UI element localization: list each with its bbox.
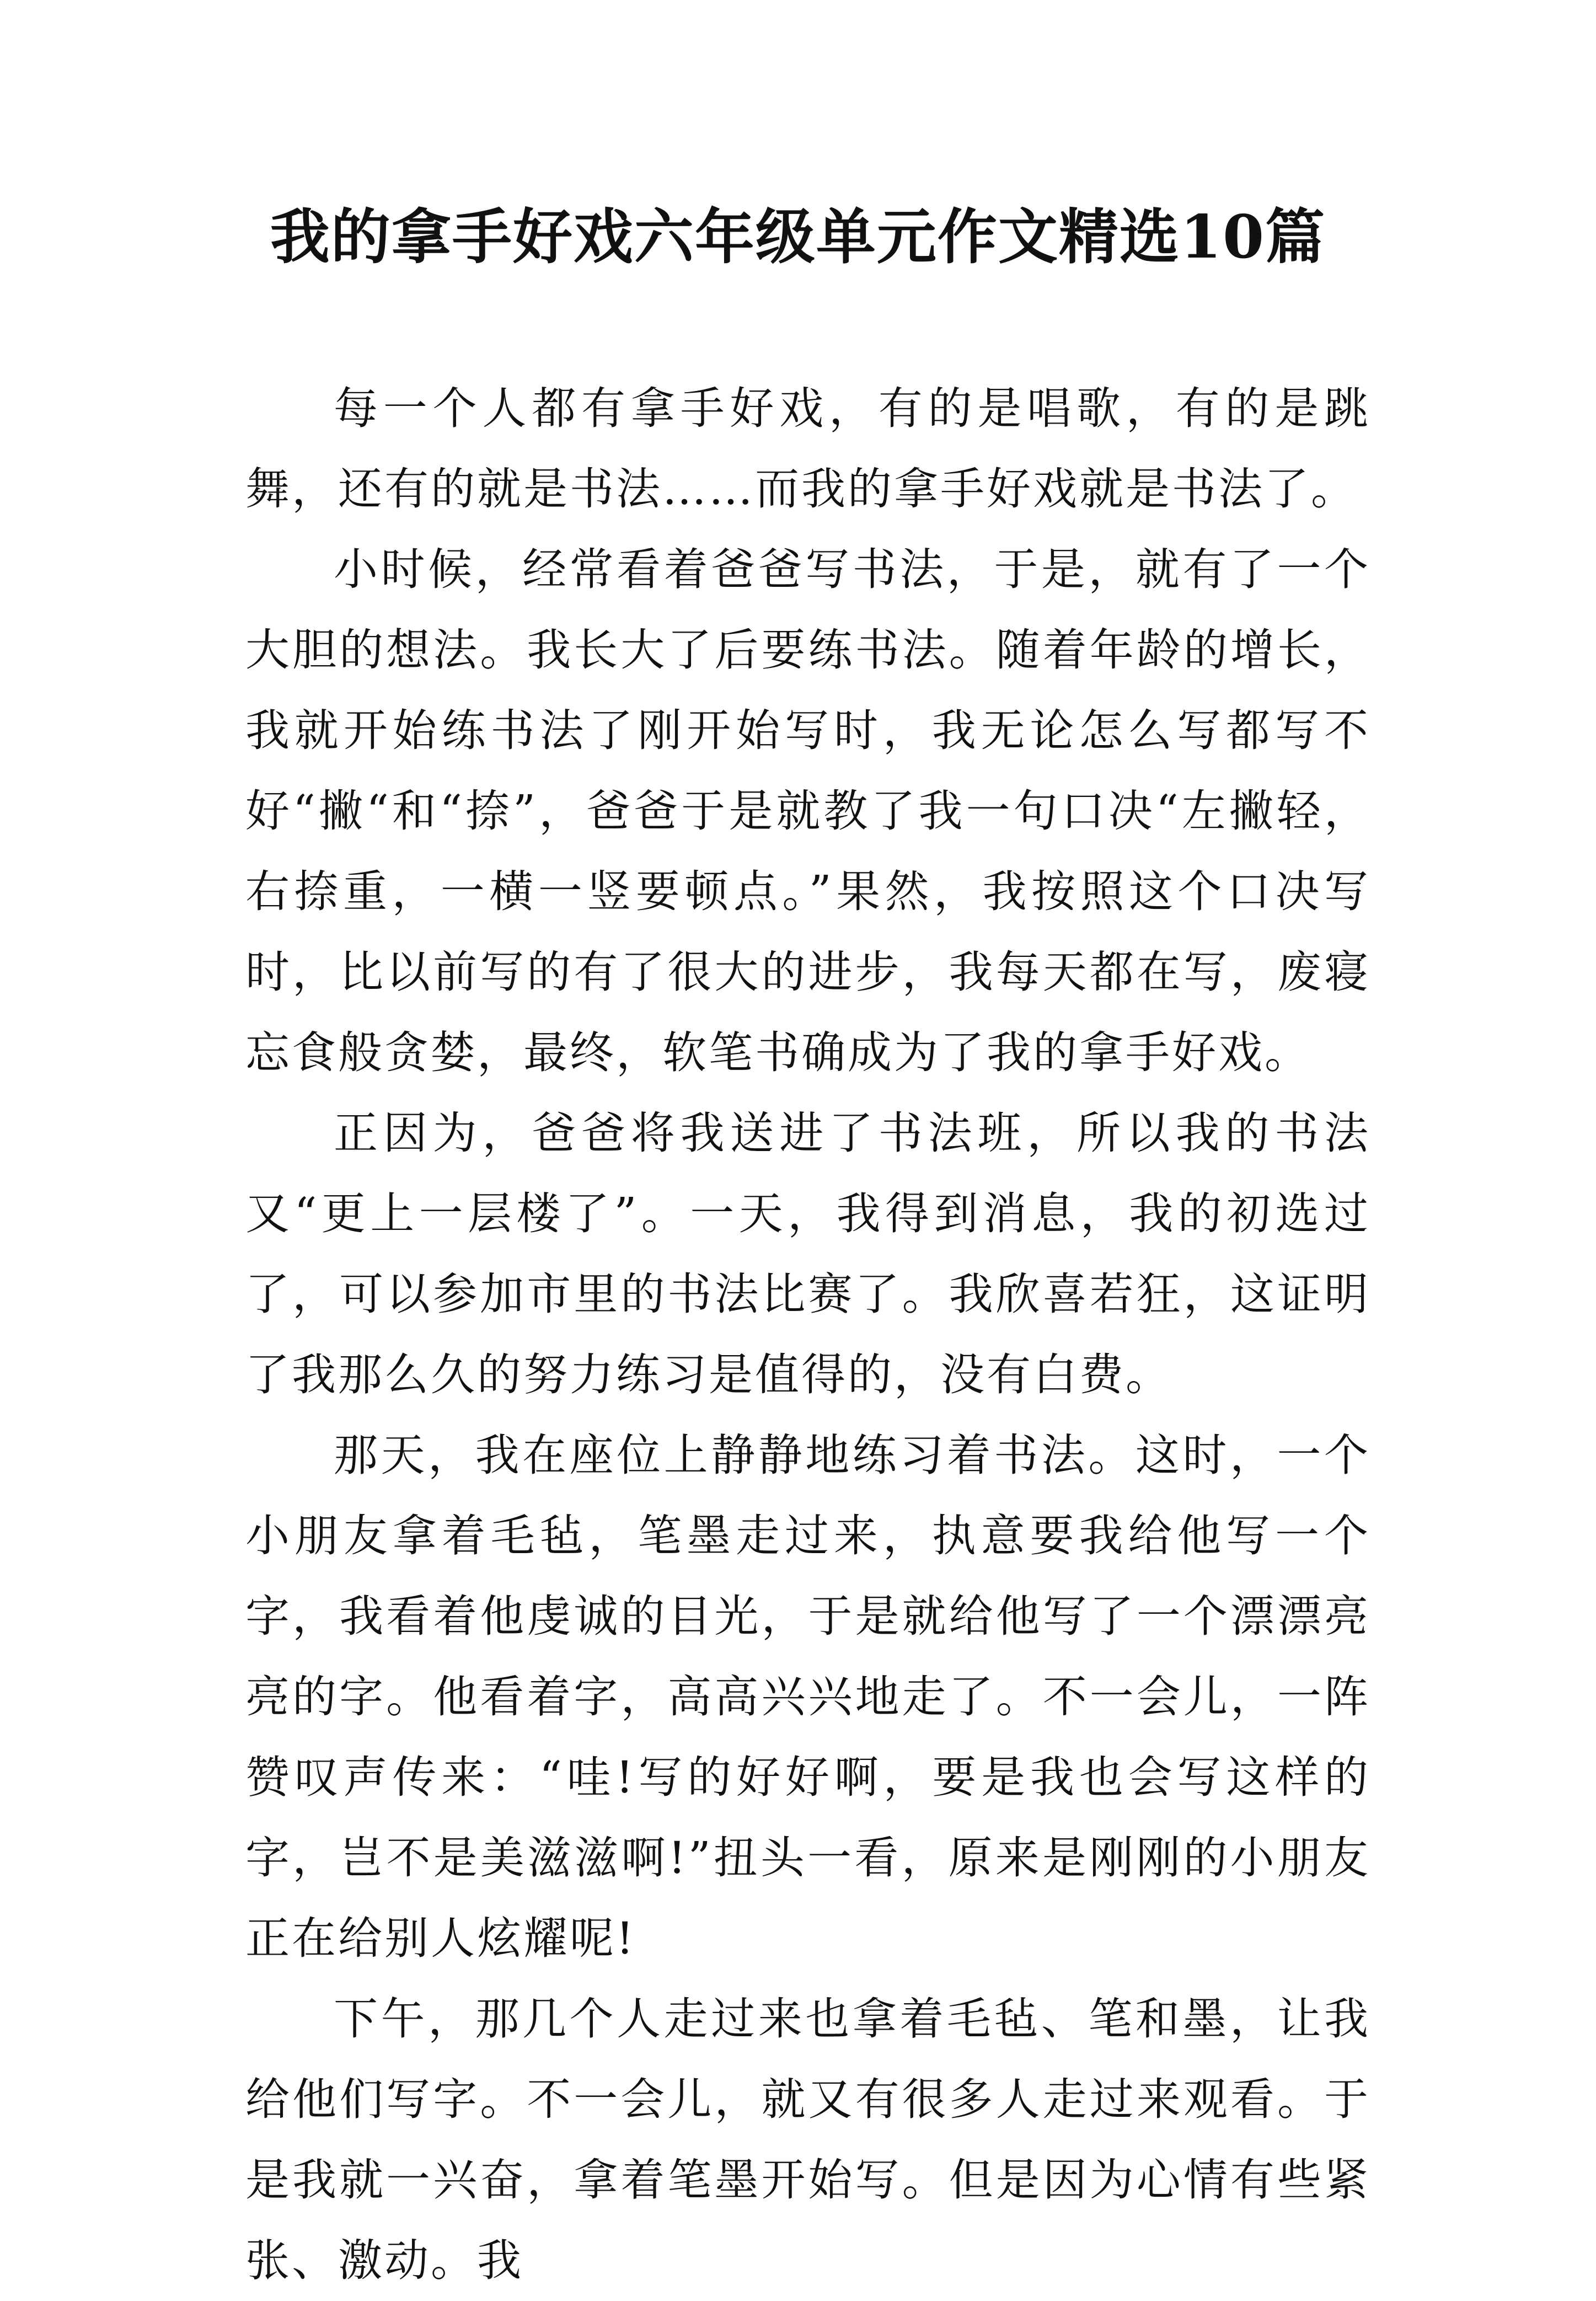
paragraph-3: 正因为，爸爸将我送进了书法班，所以我的书法又“更上一层楼了”。一天，我得到消息，我的初选过了，可以参加市里的书法比赛了。我欣喜若狂，这证明了我那么久的努力练习是值得的，没有白费。 — [245, 1107, 1370, 1400]
document-body — [245, 368, 1370, 2301]
document-title: 我的拿手好戏六年级单元作文精选10篇 — [270, 202, 1326, 272]
paragraph-4: 那天，我在座位上静静地练习着书法。这时，一个小朋友拿着毛毡，笔墨走过来，执意要我给他写一个字，我看着他虔诚的目光，于是就给他写了一个漂漂亮亮的字。他看着字，高高兴兴地走了。不一会儿，一阵赞叹声传来：“哇!写的好好啊，要是我也会写这样的字，岂不是美滋滋啊!”扭头一看，原来是刚刚的小朋友正在给别人炫耀呢! — [245, 1430, 1370, 1964]
paragraph-5: 下午，那几个人走过来也拿着毛毡、笔和墨，让我给他们写字。不一会儿，就又有很多人走过来观看。于是我就一兴奋，拿着笔墨开始写。但是因为心情有些紧张、激动。我 — [245, 1993, 1370, 2286]
paragraph-2: 小时候，经常看着爸爸写书法，于是，就有了一个大胆的想法。我长大了后要练书法。随着年龄的增长，我就开始练书法了刚开始写时，我无论怎么写都写不好“撇“和“捺”，爸爸于是就教了我一句口决“左撇轻，右捺重，一横一竖要顿点。”果然，我按照这个口决写时，比以前写的有了很大的进步，我每天都在写，废寝忘食般贪婪，最终，软笔书确成为了我的拿手好戏。 — [245, 544, 1370, 1078]
paragraph-1: 每一个人都有拿手好戏，有的是唱歌，有的是跳舞，还有的就是书法……而我的拿手好戏就是书法了。 — [245, 383, 1370, 515]
